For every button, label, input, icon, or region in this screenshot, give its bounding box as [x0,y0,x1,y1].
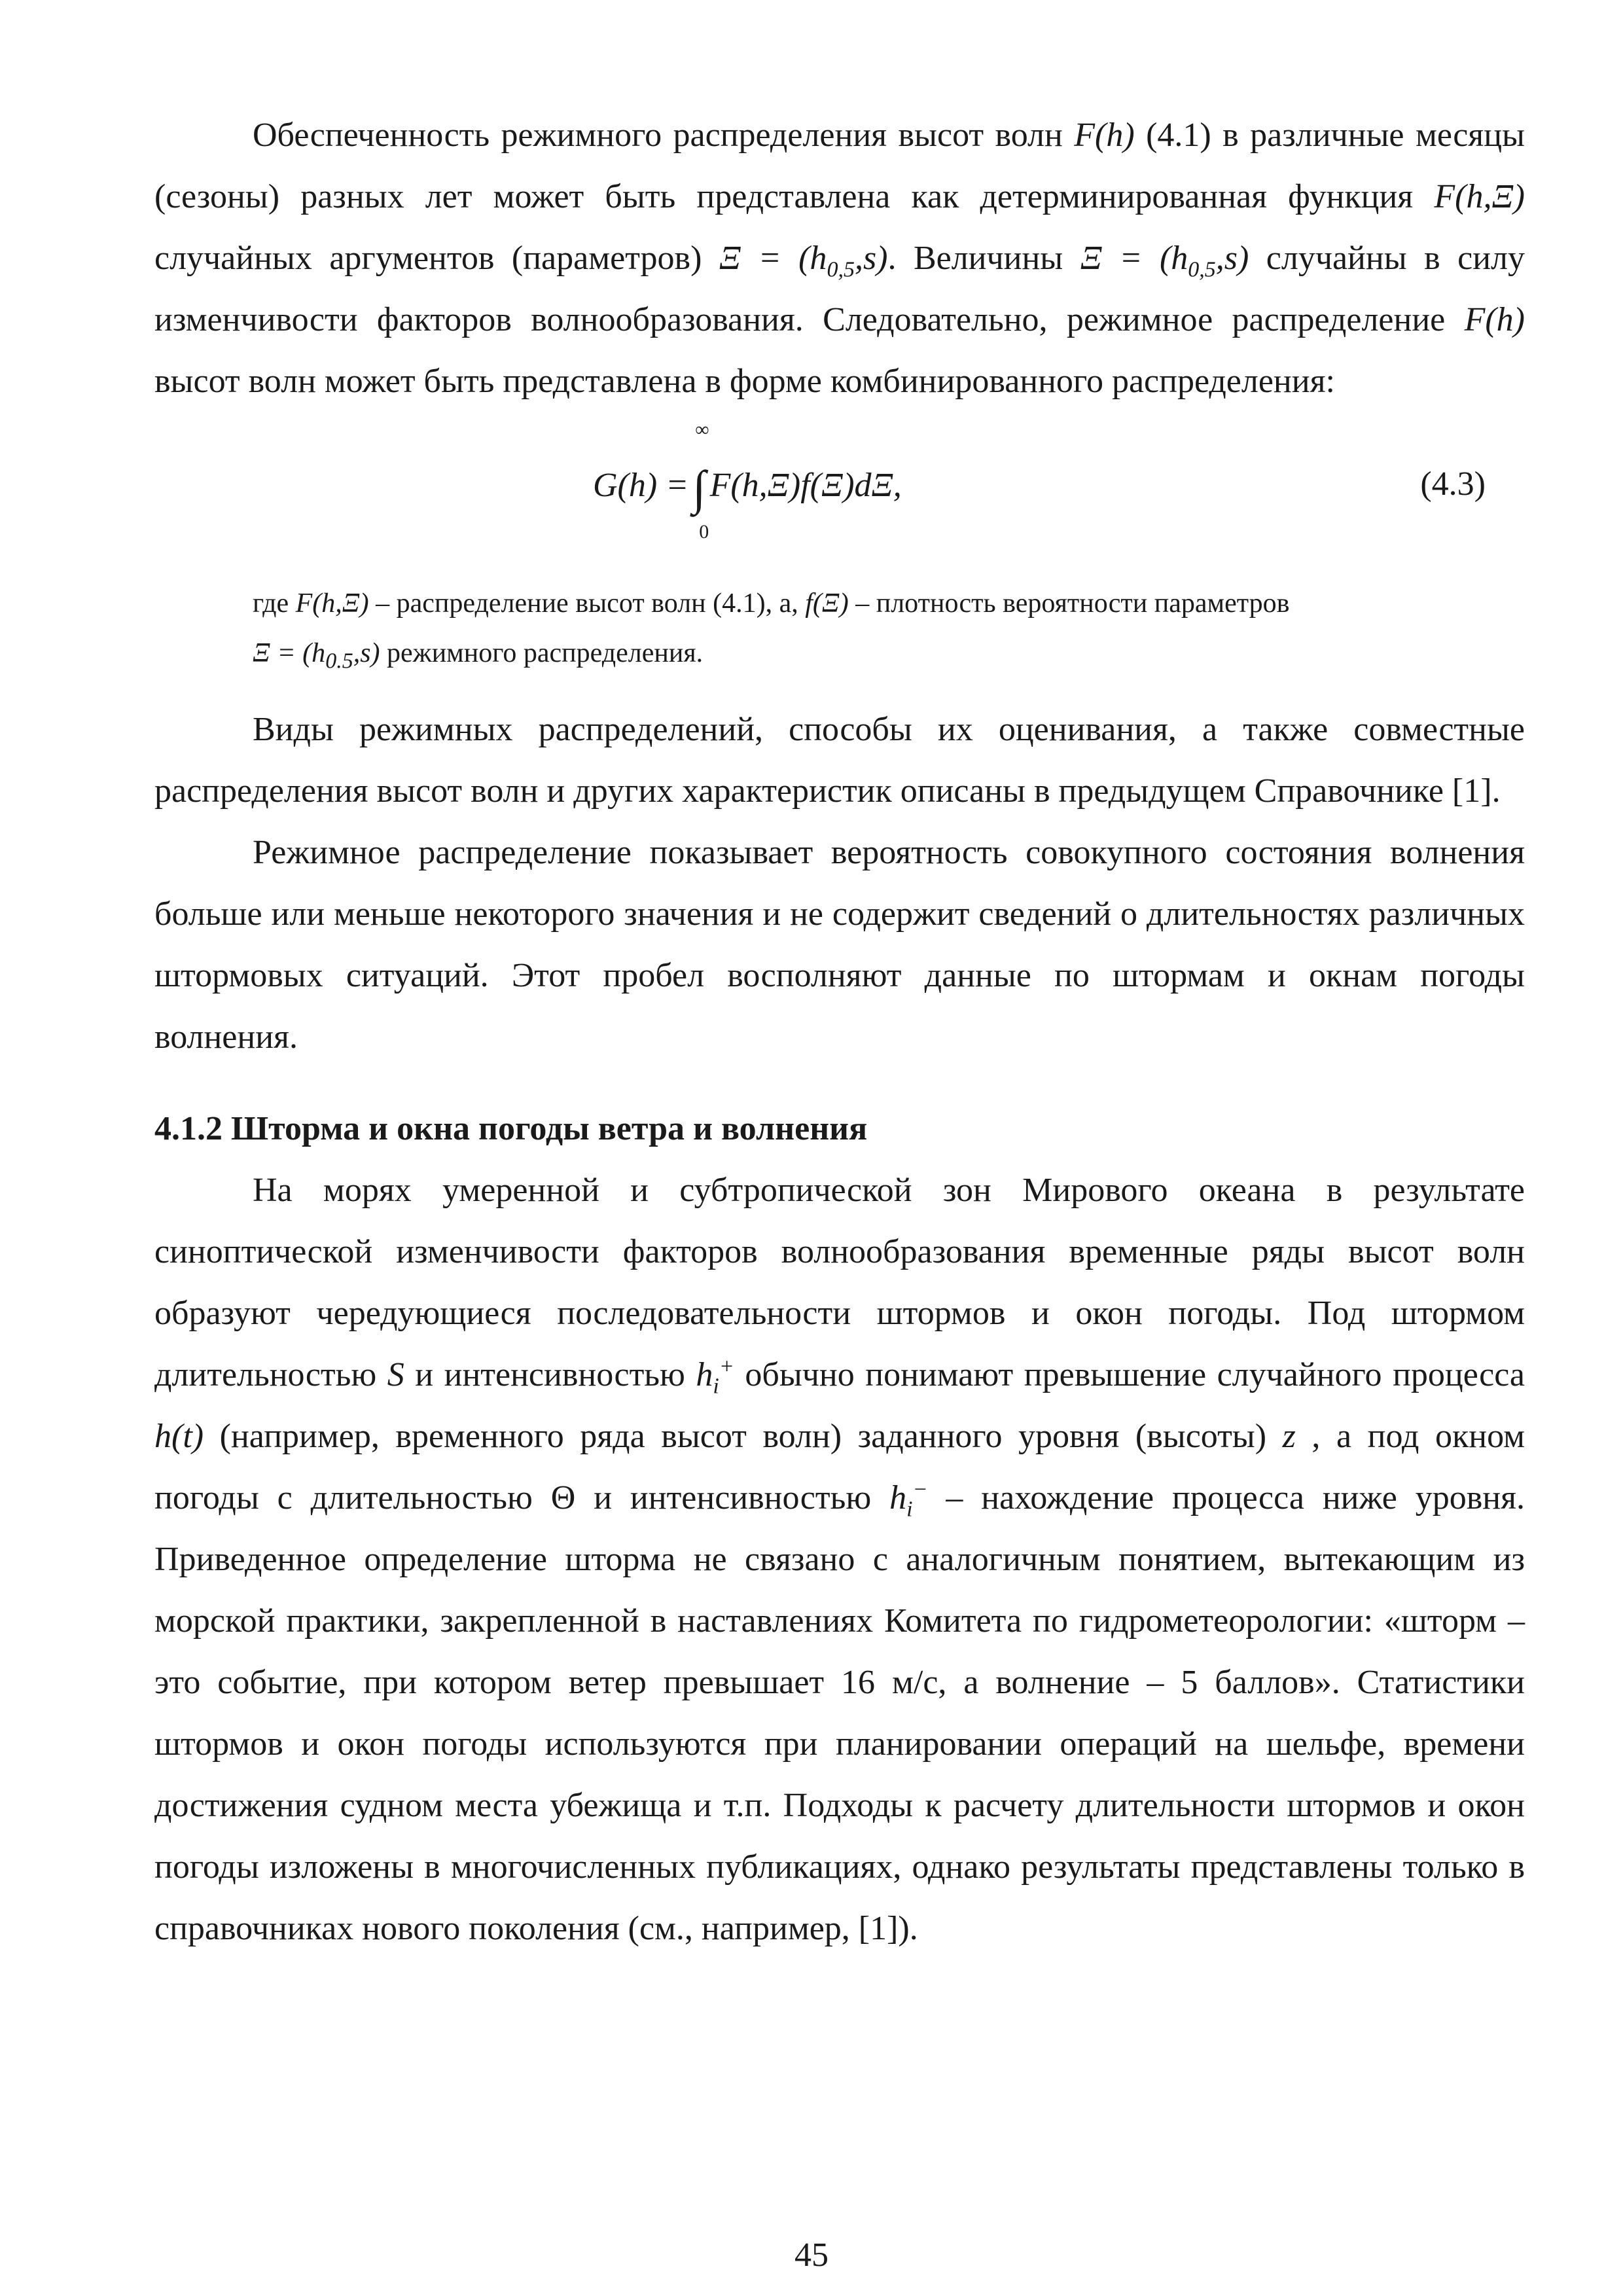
paragraph-regime-probability: Режимное распределение показывает вероятность совокупного состояния волнения больше или меньше некоторого значения и не содержит сведений о длительностях различных штормовых ситуаций. Этот пробел восполняют данные по штормам и окнам погоды волнения. [154,834,1525,1056]
math-z: z [1282,1418,1296,1455]
formula-note-continuation: $\Xi = (h_{0.5},s)$ режимного распределения. [253,638,704,673]
math-xi-definition: $\Xi = (h_{0,5},s)$ [719,240,888,282]
formula-4-3 [154,419,1525,573]
formula-note: где F(h,Ξ) – распределение высот волн (4.1), а, f(Ξ) – плотность вероятности параметров [253,588,1290,619]
page-body [154,105,1525,1960]
formula-rhs: F(h,Ξ)f(Ξ)dΞ, [709,467,902,504]
math-F-h-2: F(h) [1464,301,1525,338]
math-note-F-h-xi: F(h,Ξ) [295,588,369,619]
integral-upper-limit: ∞ [695,419,709,440]
math-h-t: h(t) [154,1418,204,1455]
math-note-xi-definition: $\Xi = (h_{0.5},s)$ [253,638,380,673]
math-theta: Θ [550,1479,576,1516]
integral-sign: ∫ ∞ 0 [692,419,709,543]
section-heading: 4.1.2 Шторма и окна погоды ветра и волнения [154,1110,868,1147]
page-number: 45 [794,2236,829,2274]
math-xi-definition-2: $\Xi = (h_{0,5},s)$ [1080,240,1249,282]
math-note-f-xi: f(Ξ) [805,588,849,619]
math-h-minus: $h_i^-$ [889,1477,928,1522]
paragraph-storms-windows: На морях умеренной и субтропической зон Мирового океана в результате синоптической изменчивости факторов волнообразования временные ряды высот волн образуют чередующиеся последовательности штормов и окон погоды. Под штормом длительностью S и интенсивностью $h_i^+$ обычно понимают превышение случайного процесса h(t) (например, временного ряда высот волн) заданного уровня (высоты) z , а под окном погоды с длительностью Θ и интенсивностью $h_i^-$ – нахождение процесса ниже уровня. Приведенное определение шторма не связано с аналогичным понятием, вытекающим из морской практики, закрепленной в наставлениях Комитета по гидрометеорологии: «шторм – это событие, при котором ветер превышает 16 м/с, а волнение – 5 баллов». Статистики штормов и окон погоды используются при планировании операций на шельфе, времени достижения судном места убежища и т.п. Подходы к расчету длительности штормов и окон погоды изложены в многочисленных публикациях, однако результаты представлены только в справочниках нового поколения (см., например, [1]). [154,1172,1525,1947]
paragraph-distribution-types: Виды режимных распределений, способы их оценивания, а также совместные распределения высот волн и других характеристик описаны в предыдущем Справочнике [1]. [154,711,1525,810]
formula-lhs: G(h) = [593,467,689,504]
math-F-h-xi: F(h,Ξ) [1434,178,1525,215]
math-h-plus: $h_i^+$ [696,1354,734,1399]
integral-lower-limit: 0 [699,521,709,543]
math-F-h: F(h) [1074,117,1135,154]
math-S: S [387,1356,404,1393]
paragraph-regime-distribution: Обеспеченность режимного распределения высот волн F(h) (4.1) в различные месяцы (сезоны) разных лет может быть представлена как детерминированная функция F(h,Ξ) случайных аргументов (параметров) $\Xi = (h_{0,5},s)$. Величины $\Xi = (h_{0,5},s)$ случайны в силу изменчивости факторов волнообразования. Следовательно, режимное распределение F(h) высот волн может быть представлена в форме комбинированного распределения: [154,117,1525,400]
formula-number: (4.3) [1420,465,1486,503]
formula-expression [593,419,902,543]
